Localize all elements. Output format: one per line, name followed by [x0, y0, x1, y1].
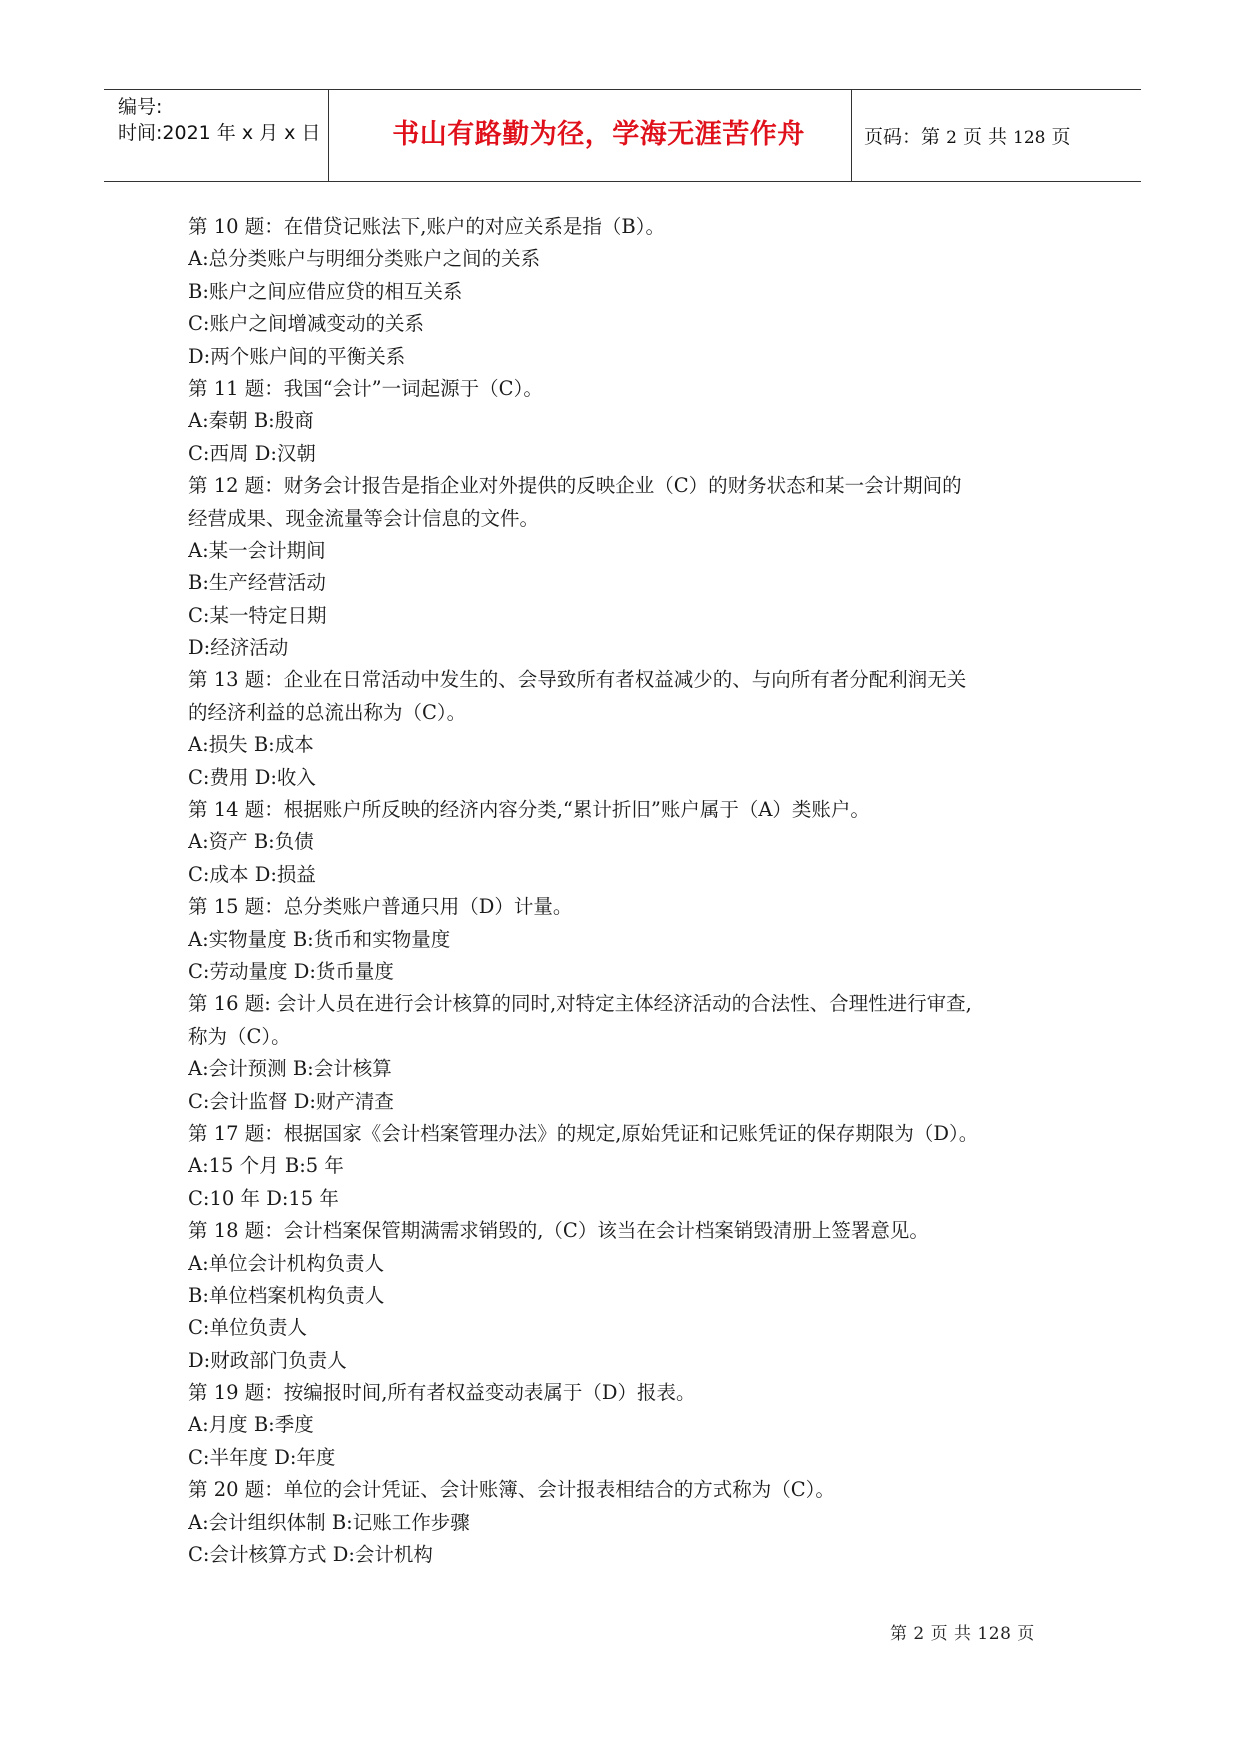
text-line: 第 15 题：总分类账户普通只用（D）计量。 — [188, 895, 573, 919]
text-line: A:会计预测 B:会计核算 — [188, 1057, 392, 1081]
page-prefix: 页码：第 — [864, 126, 941, 148]
text-line: 的经济利益的总流出称为（C）。 — [188, 700, 467, 724]
header-divider-left — [328, 90, 329, 181]
text-line: C:会计监督 D:财产清查 — [188, 1089, 394, 1113]
page-number: 2 — [946, 128, 957, 148]
text-line: A:会计组织体制 B:记账工作步骤 — [188, 1510, 470, 1534]
text-line: A:实物量度 B:货币和实物量度 — [188, 927, 451, 951]
code-label: 编号: — [118, 96, 163, 118]
time-label: 时间:2021 年 x 月 x 日 — [118, 122, 321, 144]
page-header — [104, 89, 1141, 182]
text-line: A:月度 B:季度 — [188, 1413, 314, 1437]
text-line: 第 13 题：企业在日常活动中发生的、会导致所有者权益减少的、与向所有者分配利润无关 — [188, 668, 967, 692]
text-line: D:财政部门负责人 — [188, 1348, 347, 1372]
text-line: 第 19 题：按编报时间,所有者权益变动表属于（D）报表。 — [188, 1381, 696, 1405]
text-line: 第 16 题: 会计人员在进行会计核算的同时,对特定主体经济活动的合法性、合理性进行审查, — [188, 992, 972, 1016]
text-line: 经营成果、现金流量等会计信息的文件。 — [188, 506, 540, 530]
text-line: 第 17 题：根据国家《会计档案管理办法》的规定,原始凭证和记账凭证的保存期限为（D）。 — [188, 1121, 979, 1145]
text-line: C:西周 D:汉朝 — [188, 441, 316, 465]
text-line: B:账户之间应借应贷的相互关系 — [188, 279, 463, 303]
text-line: C:10 年 D:15 年 — [188, 1186, 339, 1210]
text-line: 第 11 题：我国“会计”一词起源于（C）。 — [188, 376, 543, 400]
text-line: A:损失 B:成本 — [188, 733, 314, 757]
text-line: B:生产经营活动 — [188, 571, 326, 595]
text-line: 第 10 题：在借贷记账法下,账户的对应关系是指（B）。 — [188, 215, 665, 238]
text-line: C:会计核算方式 D:会计机构 — [188, 1543, 433, 1567]
header-divider-right — [851, 90, 852, 181]
question-list — [188, 211, 1068, 1571]
text-line: A:秦朝 B:殷商 — [188, 409, 314, 433]
text-line: 第 18 题：会计档案保管期满需求销毁的,（C）该当在会计档案销毁清册上签署意见。 — [188, 1219, 929, 1243]
text-line: C:劳动量度 D:货币量度 — [188, 959, 394, 983]
header-page-code — [864, 122, 1071, 149]
page-mid: 页 共 — [962, 126, 1007, 148]
page-footer: 第 2 页 共 128 页 — [890, 1624, 1035, 1644]
text-line: D:经济活动 — [188, 636, 289, 660]
text-line: A:资产 B:负债 — [188, 830, 314, 854]
text-line: A:15 个月 B:5 年 — [188, 1154, 344, 1178]
page-total: 128 — [1013, 128, 1046, 148]
text-line: 第 14 题：根据账户所反映的经济内容分类,“累计折旧”账户属于（A）类账户。 — [188, 798, 870, 822]
text-line: C:成本 D:损益 — [188, 862, 316, 886]
text-line: 称为（C）。 — [188, 1024, 291, 1048]
text-line: 第 12 题：财务会计报告是指企业对外提供的反映企业（C）的财务状态和某一会计期间的 — [188, 474, 962, 498]
text-line: C:半年度 D:年度 — [188, 1445, 336, 1469]
text-line: C:某一特定日期 — [188, 603, 327, 627]
text-line: 第 20 题：单位的会计凭证、会计账簿、会计报表相结合的方式称为（C）。 — [188, 1478, 835, 1502]
text-line: B:单位档案机构负责人 — [188, 1283, 385, 1307]
text-line: C:单位负责人 — [188, 1316, 307, 1340]
text-line: A:某一会计期间 — [188, 538, 326, 562]
text-line: A:单位会计机构负责人 — [188, 1251, 385, 1275]
header-motto: 书山有路勤为径，学海无涯苦作舟 — [392, 119, 805, 150]
header-meta — [118, 94, 320, 146]
text-line: C:账户之间增减变动的关系 — [188, 312, 424, 336]
text-line: A:总分类账户与明细分类账户之间的关系 — [188, 247, 541, 271]
text-line: C:费用 D:收入 — [188, 765, 316, 789]
text-line: D:两个账户间的平衡关系 — [188, 344, 406, 368]
page-suffix: 页 — [1051, 126, 1071, 148]
